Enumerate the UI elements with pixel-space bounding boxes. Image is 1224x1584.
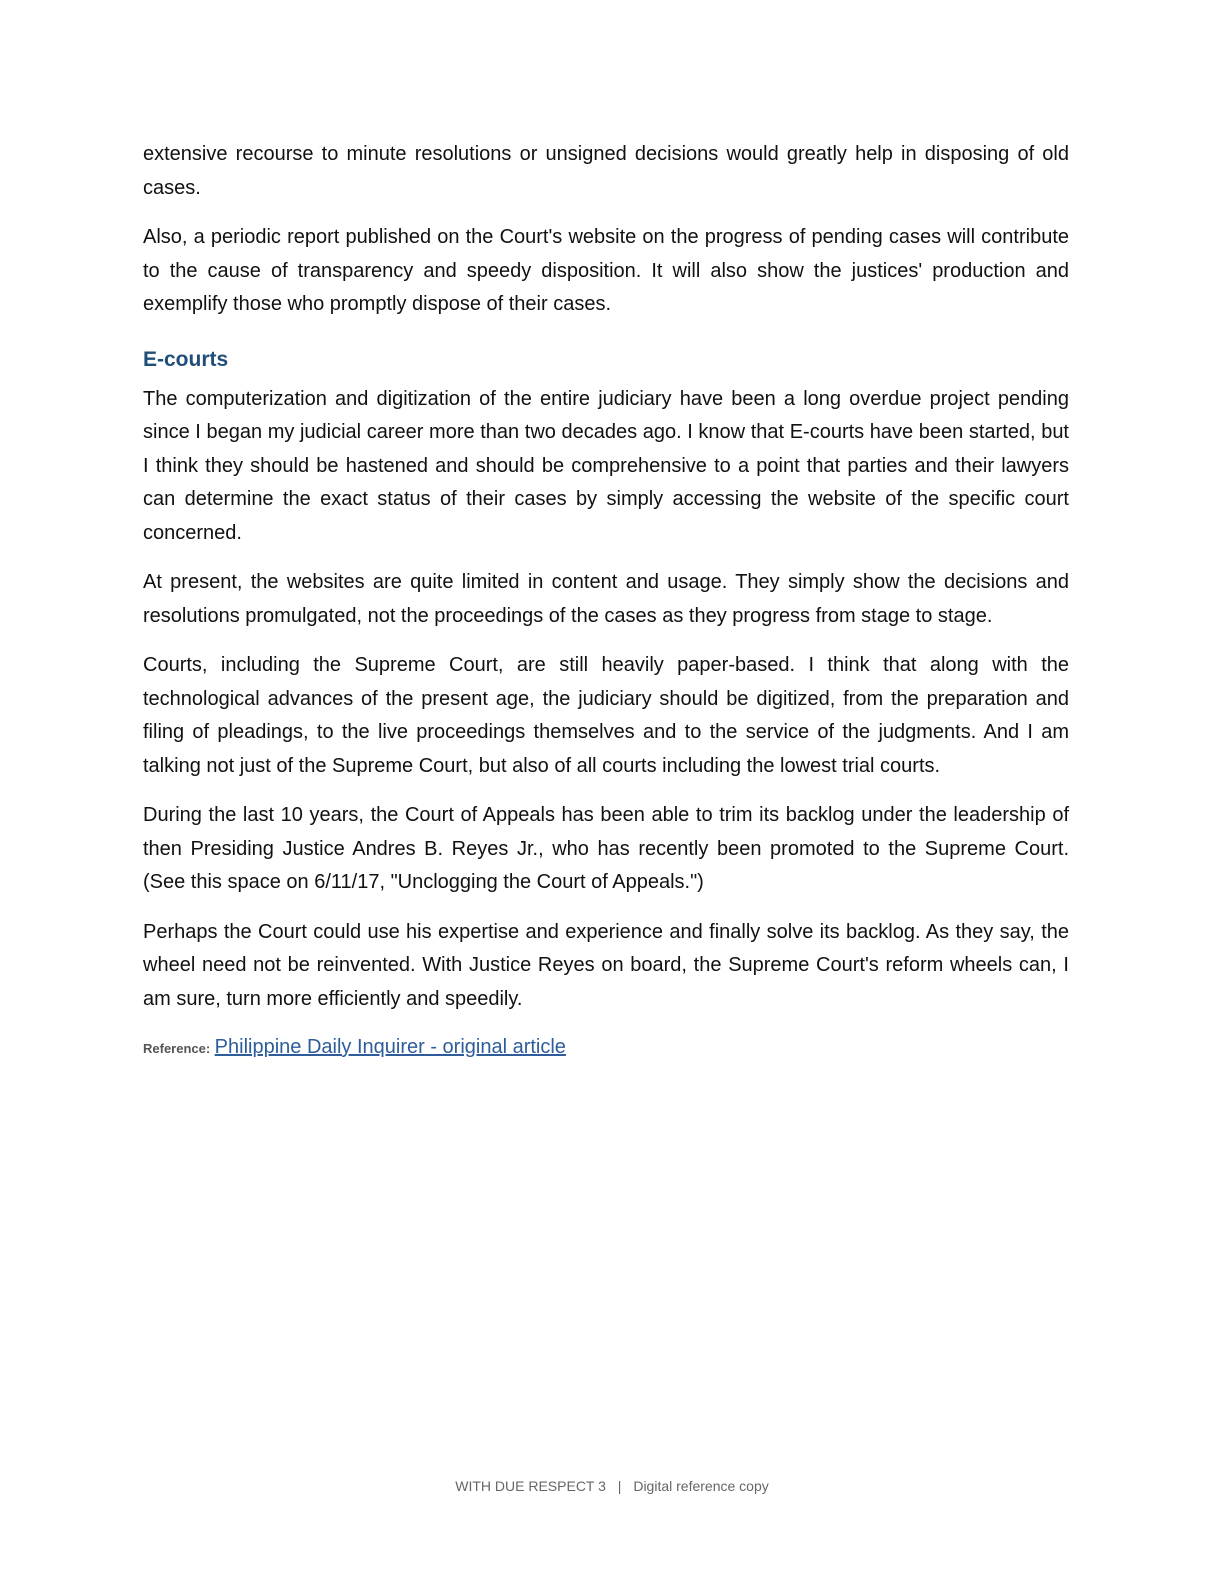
document-body (143, 138, 1069, 1064)
body-paragraph: extensive recourse to minute resolutions or unsigned decisions would greatly help in disposing of old cases. (143, 143, 1069, 199)
body-paragraph: Also, a periodic report published on the Court's website on the progress of pending cases will contribute to the cause of transparency and speedy disposition. It will also show the justices' production and exemplify those who promptly dispose of their cases. (143, 226, 1069, 315)
body-paragraph: The computerization and digitization of the entire judiciary have been a long overdue project pending since I began my judicial career more than two decades ago. I know that E-courts have been started, but I think they should be hastened and should be comprehensive to a point that parties and their lawyers can determine the exact status of their cases by simply accessing the website of the specific court concerned. (143, 387, 1069, 544)
section-heading: E-courts (143, 347, 229, 371)
footer-separator: | (617, 1478, 622, 1494)
footer-title: WITH DUE RESPECT 3 (455, 1478, 606, 1494)
body-paragraph: Perhaps the Court could use his expertise and experience and finally solve its backlog. As they say, the wheel need not be reinvented. With Justice Reyes on board, the Supreme Court's reform wheels can, I am sure, turn more efficiently and speedily. (143, 920, 1069, 1010)
reference-label: Reference: (143, 1041, 211, 1056)
page-footer (0, 1478, 1224, 1494)
body-paragraph: During the last 10 years, the Court of Appeals has been able to trim its backlog under the leadership of then Presiding Justice Andres B. Reyes Jr., who has recently been promoted to the Supreme Court. (See this space on 6/11/17, "Unclogging the Court of Appeals.") (143, 804, 1069, 893)
reference-line (143, 1032, 1069, 1064)
body-paragraph: At present, the websites are quite limited in content and usage. They simply show the decisions and resolutions promulgated, not the proceedings of the cases as they progress from stage to stage. (143, 571, 1069, 627)
reference-link[interactable]: Philippine Daily Inquirer - original article (214, 1036, 566, 1058)
footer-note: Digital reference copy (633, 1478, 769, 1494)
body-paragraph: Courts, including the Supreme Court, are still heavily paper-based. I think that along with the technological advances of the present age, the judiciary should be digitized, from the preparation and filing of pleadings, to the live proceedings themselves and to the service of the judgments. And I am talking not just of the Supreme Court, but also of all courts including the lowest trial courts. (143, 654, 1069, 777)
